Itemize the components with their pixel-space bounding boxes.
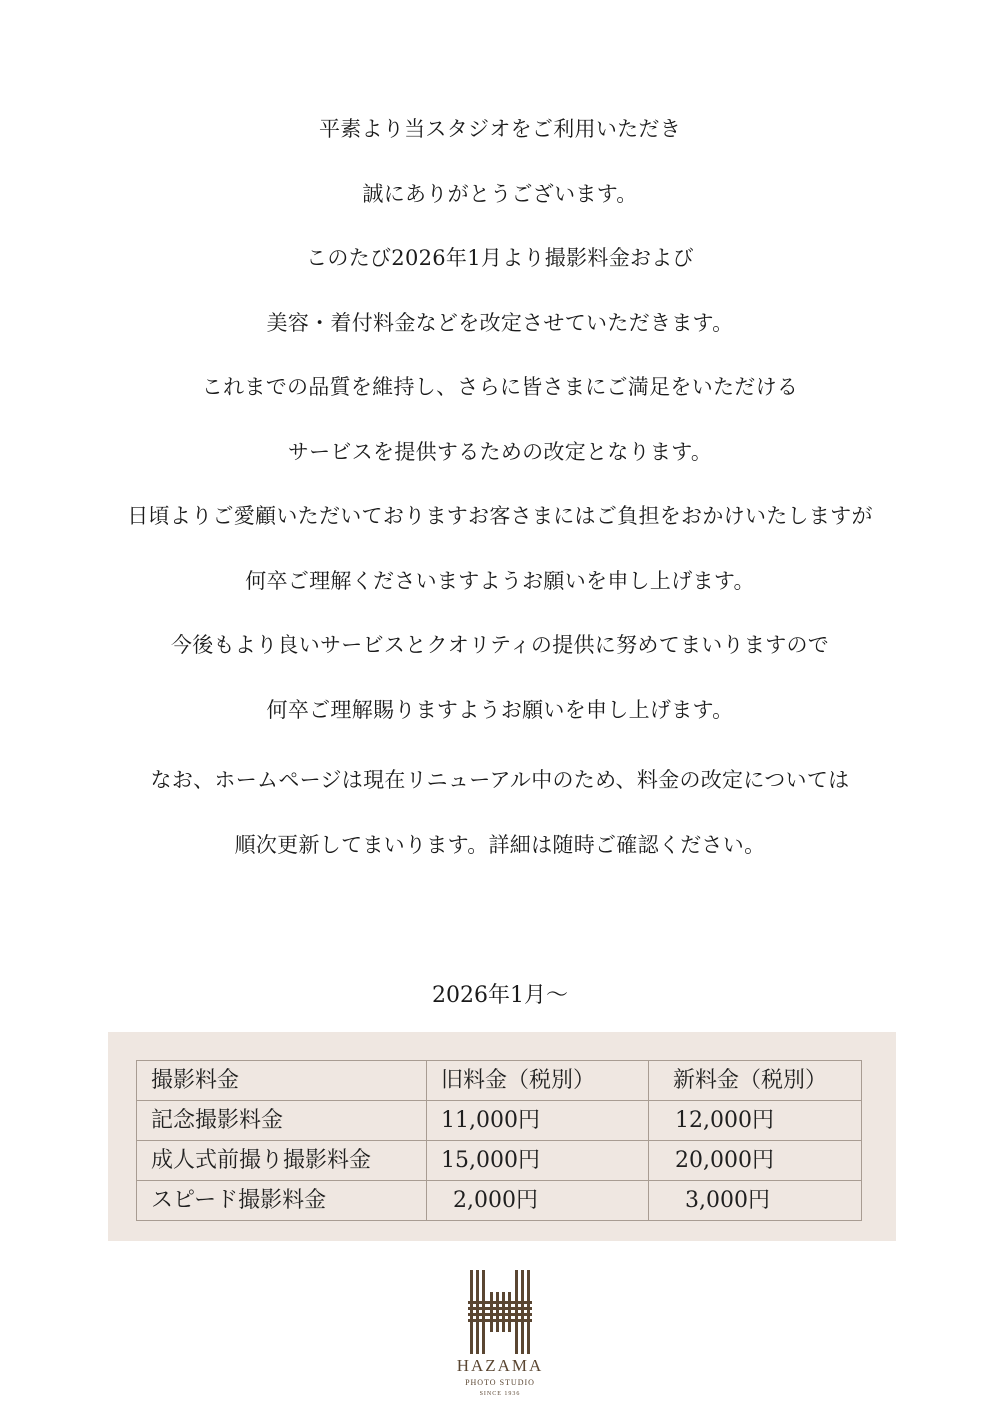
- website-notice: [0, 761, 1000, 890]
- table-row: [137, 1101, 862, 1141]
- woven-h-monogram-icon: [468, 1270, 532, 1354]
- message-line: このたび2026年1月より撮影料金および: [306, 246, 694, 270]
- notice-line: 順次更新してまいります。詳細は随時ご確認ください。: [234, 832, 766, 857]
- price-table-panel: [108, 1032, 896, 1241]
- table-row: [137, 1181, 862, 1221]
- row-old-price: 2,000円: [427, 1181, 649, 1221]
- message-line: 美容・着付料金などを改定させていただきます。: [266, 310, 734, 335]
- message-line: 今後もより良いサービスとクオリティの提供に努めてまいりますので: [170, 633, 830, 657]
- message-line: 誠にありがとうございます。: [362, 181, 638, 206]
- row-item: 成人式前撮り撮影料金: [137, 1141, 427, 1181]
- message-line: 何卒ご理解くださいますようお願いを申し上げます。: [245, 568, 755, 593]
- studio-subtitle: PHOTO STUDIO: [465, 1378, 535, 1387]
- row-old-price: 15,000円: [427, 1141, 649, 1181]
- row-item: 記念撮影料金: [137, 1101, 427, 1141]
- studio-logo: [450, 1268, 550, 1408]
- row-new-price: 20,000円: [649, 1141, 862, 1181]
- studio-name: HAZAMA: [456, 1356, 544, 1375]
- notice-line: なお、ホームページは現在リニューアル中のため、料金の改定については: [150, 768, 850, 792]
- message-line: 何卒ご理解賜りますようお願いを申し上げます。: [266, 697, 734, 722]
- studio-since: SINCE 1936: [479, 1391, 521, 1397]
- row-new-price: 3,000円: [649, 1181, 862, 1221]
- greeting-message: [0, 110, 1000, 755]
- message-line: 平素より当スタジオをご利用いただき: [318, 117, 682, 141]
- message-line: サービスを提供するための改定となります。: [287, 439, 713, 464]
- table-header-row: [137, 1061, 862, 1101]
- header-old-price: 旧料金（税別）: [427, 1061, 649, 1101]
- row-old-price: 11,000円: [427, 1101, 649, 1141]
- row-new-price: 12,000円: [649, 1101, 862, 1141]
- message-line: これまでの品質を維持し、さらに皆さまにご満足をいただける: [201, 375, 799, 399]
- header-item: 撮影料金: [137, 1061, 427, 1101]
- effective-date: 2026年1月～: [432, 983, 568, 1008]
- message-line: 日頃よりご愛顧いただいておりますお客さまにはご負担をおかけいたしますが: [127, 504, 873, 528]
- table-row: [137, 1141, 862, 1181]
- row-item: スピード撮影料金: [137, 1181, 427, 1221]
- header-new-price: 新料金（税別）: [649, 1061, 862, 1101]
- price-table: [136, 1060, 862, 1221]
